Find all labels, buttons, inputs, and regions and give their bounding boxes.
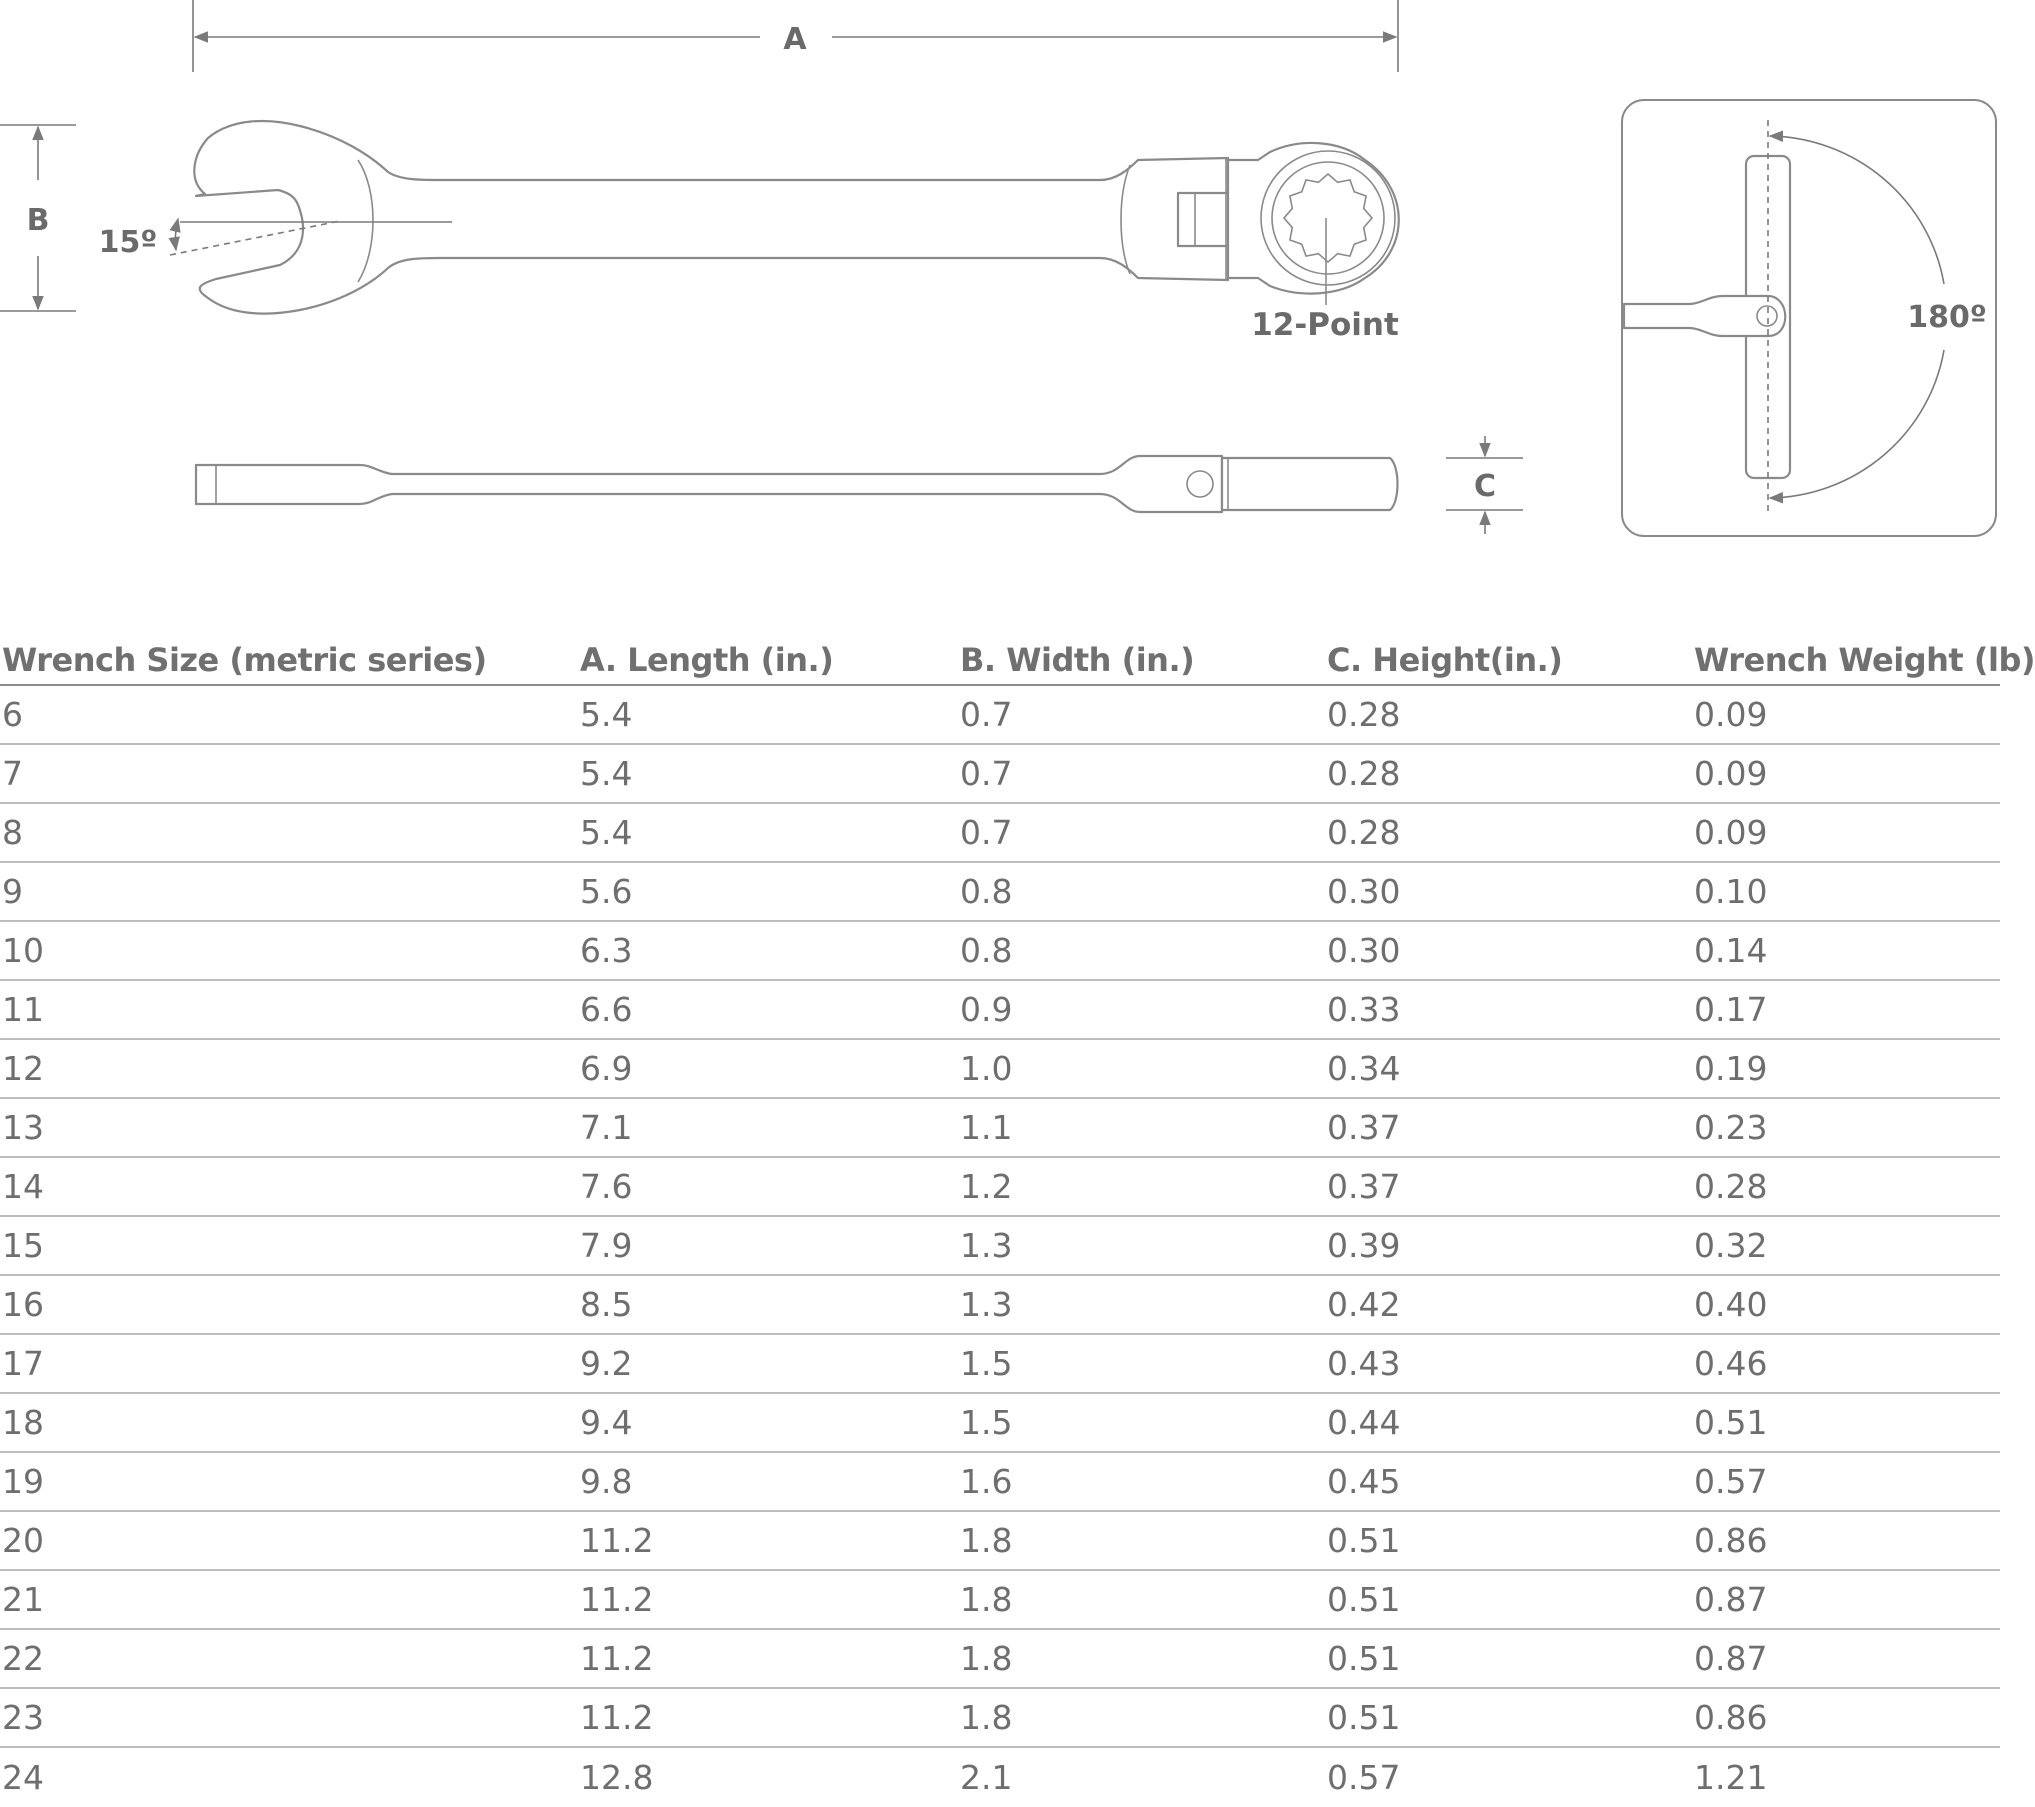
cell-width: 1.8 [960,1639,1013,1678]
cell-width: 1.5 [960,1344,1013,1383]
spec-table [0,636,2035,1807]
cell-length: 6.3 [580,931,633,970]
table-row [0,1571,2000,1630]
header-height: C. Height(in.) [1327,641,1563,679]
cell-height: 0.30 [1327,931,1401,970]
wrench-dimension-diagram [0,0,2000,560]
cell-length: 11.2 [580,1698,654,1737]
cell-height: 0.42 [1327,1285,1401,1324]
cell-height: 0.28 [1327,695,1401,734]
flex-head-inset [1622,100,1996,536]
table-row [0,1040,2000,1099]
cell-weight: 0.19 [1694,1049,1768,1088]
cell-width: 1.3 [960,1226,1013,1265]
cell-length: 7.1 [580,1108,633,1147]
cell-width: 1.2 [960,1167,1013,1206]
cell-height: 0.37 [1327,1167,1401,1206]
cell-weight: 0.86 [1694,1521,1768,1560]
cell-length: 6.9 [580,1049,633,1088]
cell-weight: 0.87 [1694,1580,1768,1619]
cell-length: 11.2 [580,1580,654,1619]
table-row [0,1335,2000,1394]
cell-width: 1.6 [960,1462,1013,1501]
header-weight: Wrench Weight (lb) [1694,641,2035,679]
header-length: A. Length (in.) [580,641,834,679]
cell-width: 1.0 [960,1049,1013,1088]
cell-wrench-size: 22 [2,1639,44,1678]
dimension-a [193,0,1398,72]
table-row [0,686,2000,745]
cell-weight: 0.57 [1694,1462,1768,1501]
cell-wrench-size: 17 [2,1344,44,1383]
cell-height: 0.39 [1327,1226,1401,1265]
cell-weight: 0.40 [1694,1285,1768,1324]
table-row [0,1217,2000,1276]
cell-weight: 0.86 [1694,1698,1768,1737]
table-row [0,863,2000,922]
cell-weight: 0.17 [1694,990,1768,1029]
cell-wrench-size: 12 [2,1049,44,1088]
cell-width: 1.8 [960,1580,1013,1619]
cell-length: 11.2 [580,1521,654,1560]
cell-height: 0.51 [1327,1521,1401,1560]
table-row [0,1099,2000,1158]
cell-weight: 0.46 [1694,1344,1768,1383]
table-row [0,804,2000,863]
table-row [0,1689,2000,1748]
cell-wrench-size: 20 [2,1521,44,1560]
cell-height: 0.28 [1327,813,1401,852]
cell-length: 9.4 [580,1403,633,1442]
cell-length: 7.9 [580,1226,633,1265]
label-12-point: 12-Point [1251,307,1399,343]
cell-wrench-size: 8 [2,813,23,852]
cell-length: 12.8 [580,1758,654,1797]
table-row [0,1748,2000,1807]
rotation-label: 180º [1907,300,1987,335]
cell-height: 0.28 [1327,754,1401,793]
cell-wrench-size: 13 [2,1108,44,1147]
cell-width: 2.1 [960,1758,1013,1797]
cell-wrench-size: 18 [2,1403,44,1442]
wrench-side-view [196,456,1398,512]
cell-width: 0.7 [960,754,1013,793]
cell-width: 0.8 [960,872,1013,911]
cell-weight: 0.32 [1694,1226,1768,1265]
cell-length: 5.4 [580,754,633,793]
cell-weight: 0.51 [1694,1403,1768,1442]
cell-wrench-size: 21 [2,1580,44,1619]
cell-length: 11.2 [580,1639,654,1678]
cell-wrench-size: 23 [2,1698,44,1737]
table-row [0,1158,2000,1217]
table-body [0,686,2000,1807]
cell-wrench-size: 24 [2,1758,44,1797]
cell-wrench-size: 16 [2,1285,44,1324]
cell-width: 0.7 [960,695,1013,734]
cell-height: 0.44 [1327,1403,1401,1442]
table-row [0,981,2000,1040]
table-row [0,745,2000,804]
cell-weight: 0.23 [1694,1108,1768,1147]
cell-width: 1.1 [960,1108,1013,1147]
cell-width: 1.8 [960,1698,1013,1737]
cell-length: 7.6 [580,1167,633,1206]
cell-weight: 0.09 [1694,695,1768,734]
cell-weight: 1.21 [1694,1758,1768,1797]
cell-height: 0.37 [1327,1108,1401,1147]
table-row [0,1512,2000,1571]
cell-wrench-size: 10 [2,931,44,970]
table-row [0,1453,2000,1512]
label-b: B [26,203,50,238]
cell-width: 1.5 [960,1403,1013,1442]
table-row [0,1394,2000,1453]
cell-width: 0.9 [960,990,1013,1029]
cell-weight: 0.28 [1694,1167,1768,1206]
cell-wrench-size: 19 [2,1462,44,1501]
cell-height: 0.33 [1327,990,1401,1029]
header-wrench-size: Wrench Size (metric series) [2,641,487,679]
wrench-top-view [194,121,1399,343]
cell-height: 0.51 [1327,1639,1401,1678]
cell-wrench-size: 7 [2,754,23,793]
cell-length: 9.8 [580,1462,633,1501]
cell-wrench-size: 14 [2,1167,44,1206]
cell-wrench-size: 15 [2,1226,44,1265]
cell-height: 0.51 [1327,1698,1401,1737]
cell-length: 5.4 [580,695,633,734]
cell-width: 1.8 [960,1521,1013,1560]
label-c: C [1473,469,1497,504]
table-row [0,1276,2000,1335]
table-header [0,636,2035,686]
cell-height: 0.43 [1327,1344,1401,1383]
cell-width: 0.8 [960,931,1013,970]
header-width: B. Width (in.) [960,641,1195,679]
cell-width: 0.7 [960,813,1013,852]
cell-wrench-size: 11 [2,990,44,1029]
cell-width: 1.3 [960,1285,1013,1324]
cell-length: 5.4 [580,813,633,852]
cell-weight: 0.09 [1694,754,1768,793]
cell-height: 0.51 [1327,1580,1401,1619]
cell-height: 0.30 [1327,872,1401,911]
cell-weight: 0.87 [1694,1639,1768,1678]
angle-label: 15º [98,225,158,260]
dimension-b [0,125,76,311]
cell-weight: 0.10 [1694,872,1768,911]
cell-wrench-size: 6 [2,695,23,734]
cell-height: 0.57 [1327,1758,1401,1797]
cell-length: 6.6 [580,990,633,1029]
cell-wrench-size: 9 [2,872,23,911]
cell-weight: 0.09 [1694,813,1768,852]
cell-weight: 0.14 [1694,931,1768,970]
cell-height: 0.45 [1327,1462,1401,1501]
table-row [0,922,2000,981]
cell-height: 0.34 [1327,1049,1401,1088]
cell-length: 8.5 [580,1285,633,1324]
cell-length: 5.6 [580,872,633,911]
cell-length: 9.2 [580,1344,633,1383]
dimension-c [1446,436,1523,534]
table-row [0,1630,2000,1689]
label-a: A [783,22,807,57]
